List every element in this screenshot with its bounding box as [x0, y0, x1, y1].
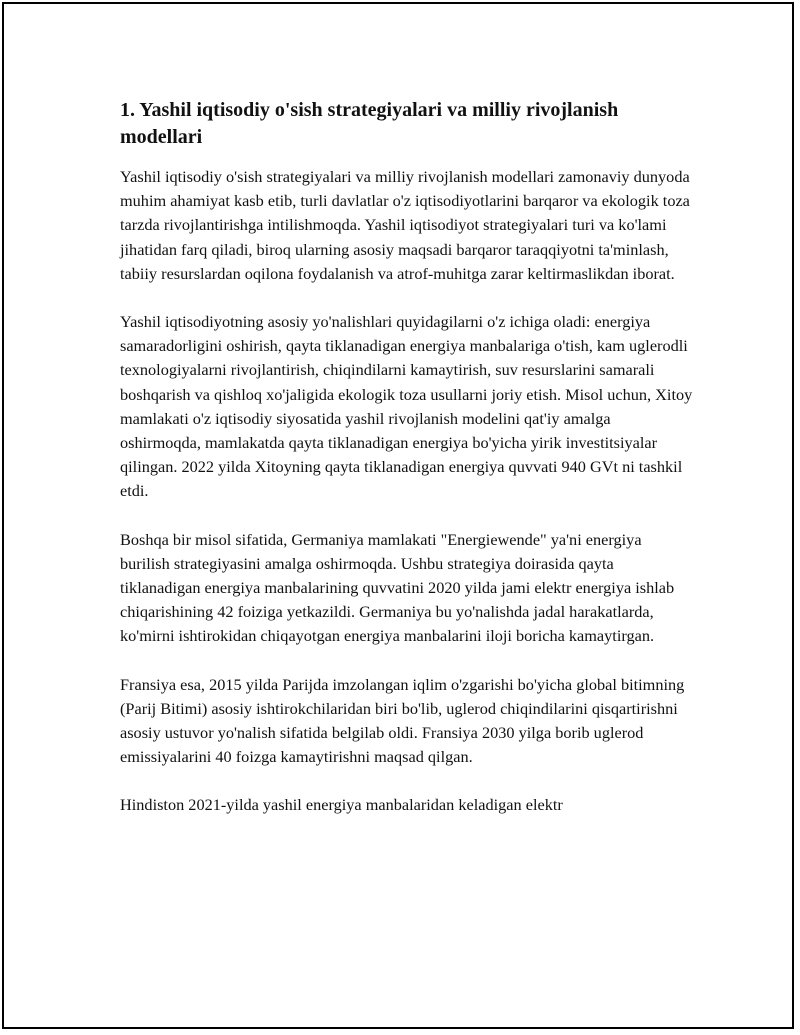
document-body: [120, 97, 694, 842]
paragraph-intro: Yashil iqtisodiy o'sish strategiyalari va milliy rivojlanish modellari zamonaviy dunyoda muhim ahamiyat kasb etib, turli davlatlar o'z iqtisodiyotlarini barqaror va ekologik toza tarzda rivojlantirishga intilishmoqda. Yashil iqtisodiyot strategiyalari turi va ko'lami jihatidan farq qiladi, biroq ularning asosiy maqsadi barqaror taraqqiyotni ta'minlash, tabiiy resurslardan oqilona foydalanish va atrof-muhitga zarar keltirmaslikdan iborat.: [120, 167, 690, 283]
paragraph-india: Hindiston 2021-yilda yashil energiya manbalaridan keladigan elektr: [120, 795, 563, 815]
document-page: [2, 2, 794, 1029]
paragraph-directions-china: Yashil iqtisodiyotning asosiy yo'nalishlari quyidagilarni o'z ichiga oladi: energiya samaradorligini oshirish, qayta tiklanadigan energiya manbalariga o'tish, kam uglerodli texnologiyalarni rivojlantirish, chiqindilarni kamaytirish, suv resurslarini samarali boshqarish va qishloq xo'jaligida ekologik toza usullarni joriy etish. Misol uchun, Xitoy mamlakati o'z iqtisodiy siyosatida yashil rivojlanish modelini qat'iy amalga oshirmoqda, mamlakatda qayta tiklanadigan energiya bo'yicha yirik investitsiyalar qilingan. 2022 yilda Xitoyning qayta tiklanadigan energiya quvvati 940 GVt ni tashkil etdi.: [120, 312, 693, 501]
section-heading: 1. Yashil iqtisodiy o'sish strategiyalari va milliy rivojlanish modellari: [120, 99, 619, 148]
paragraph-france: Fransiya esa, 2015 yilda Parijda imzolangan iqlim o'zgarishi bo'yicha global bitimning (Parij Bitimi) asosiy ishtirokchilaridan biri bo'lib, uglerod chiqindilarini qisqartirishni asosiy ustuvor yo'nalish sifatida belgilab oldi. Fransiya 2030 yilga borib uglerod emissiyalarini 40 foizga kamaytirishni maqsad qilgan.: [120, 674, 685, 767]
paragraph-germany: Boshqa bir misol sifatida, Germaniya mamlakati "Energiewende" ya'ni energiya burilish strategiyasini amalga oshirmoqda. Ushbu strategiya doirasida qayta tiklanadigan energiya manbalarining quvvatini 2020 yilda jami elektr energiya ishlab chiqarishining 42 foiziga yetkazildi. Germaniya bu yo'nalishda jadal harakatlarda, ko'mirni ishtirokidan chiqayotgan energiya manbalarini iloji boricha kamaytirgan.: [120, 529, 675, 646]
